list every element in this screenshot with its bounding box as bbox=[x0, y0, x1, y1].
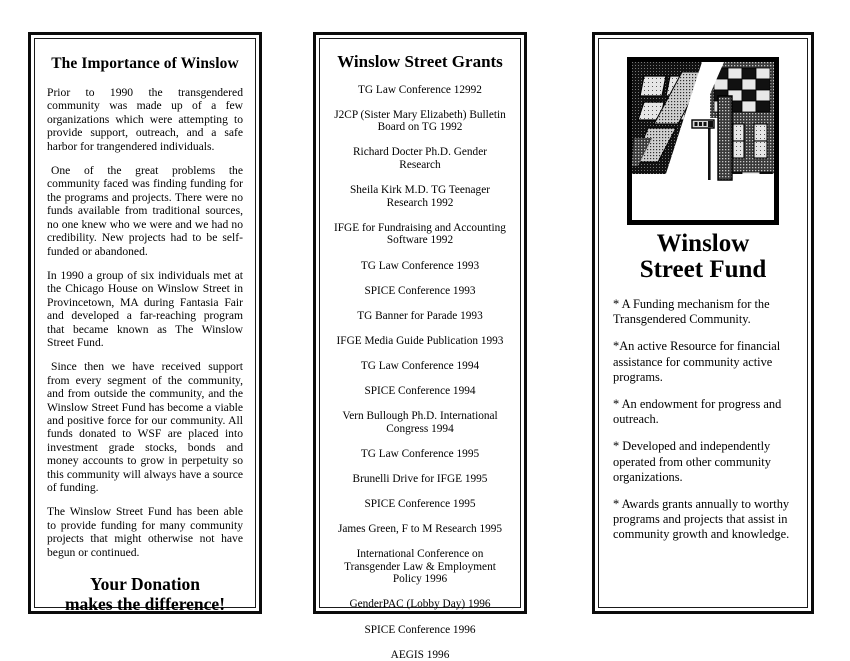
paragraph-history-4: Since then we have received support from every segment of the community, and from outside the community, and the Winslow Street Fund has become a viable and positive force for our community. All funds donated to WSF are placed into investment grade stocks, bonds and money accounts to grow in perpetuity so this community will always have a source of funding. bbox=[47, 360, 243, 495]
grant-item: Brunelli Drive for IFGE 1995 bbox=[352, 472, 488, 485]
building-facade-illustration bbox=[632, 62, 774, 220]
paragraph-history-3: In 1990 a group of six individuals met at the Chicago House on Winslow Street in Provincetown, MA during Fantasia Fair and developed a far-reaching program that became known as The Winslow Street Fund. bbox=[47, 268, 243, 349]
page-title-left: The Importance of Winslow bbox=[51, 55, 239, 72]
panel-winslow-street-fund-cover bbox=[592, 32, 814, 614]
fund-title-line-1: Winslow bbox=[656, 230, 750, 257]
grant-item: International Conference on Transgender Law & Employment Policy 1996 bbox=[344, 548, 496, 586]
panel-winslow-street-grants bbox=[313, 32, 527, 661]
grant-item: TG Law Conference 1993 bbox=[360, 259, 480, 272]
grant-item: TG Law Conference 1994 bbox=[360, 359, 480, 372]
feature-item: *An active Resource for financial assistance for community active programs. bbox=[613, 339, 781, 384]
panel-right-inner-rule bbox=[598, 38, 808, 608]
feature-item: * Awards grants annually to worthy programs and projects that assist in community growth and knowledge. bbox=[613, 497, 790, 542]
grant-item: SPICE Conference 1993 bbox=[364, 284, 476, 297]
grant-item: SPICE Conference 1995 bbox=[364, 497, 476, 510]
feature-item: * Developed and independently operated from other community organizations. bbox=[613, 439, 771, 484]
feature-item: * An endowment for progress and outreach. bbox=[613, 397, 782, 427]
donation-line-2: makes the difference! bbox=[64, 593, 226, 614]
donation-callout bbox=[47, 575, 243, 614]
street-sign-post bbox=[708, 124, 711, 180]
paragraph-history-2: One of the great problems the community faced was finding funding for the programs and projects. There were no funds available from traditional sources, no one knew who we were and we had no credibility. New projects had to be self-funded or abandoned. bbox=[47, 164, 243, 258]
panel-importance-of-winslow bbox=[28, 32, 262, 614]
panel-right-body bbox=[599, 39, 807, 607]
grant-item: Richard Docter Ph.D. Gender Research bbox=[353, 146, 487, 172]
panel-left-body bbox=[35, 39, 255, 614]
grant-item: GenderPAC (Lobby Day) 1996 bbox=[349, 598, 491, 611]
panel-middle-body bbox=[320, 39, 520, 661]
grant-item: TG Law Conference 12992 bbox=[358, 83, 482, 96]
logo-container bbox=[611, 57, 795, 225]
paragraph-history-1: Prior to 1990 the transgendered community was made up of a few organizations which were attempting to provide support, outreach, and a safe harbor for trangendered individuals. bbox=[47, 86, 243, 153]
grant-item: IFGE for Fundraising and Accounting Software 1992 bbox=[334, 221, 506, 247]
feature-item: * A Funding mechanism for the Transgendered Community. bbox=[613, 297, 770, 327]
page-title-fund bbox=[611, 231, 795, 283]
donation-line-1: Your Donation bbox=[89, 574, 201, 595]
grant-item: Vern Bullough Ph.D. International Congress 1994 bbox=[342, 410, 498, 435]
grant-item: SPICE Conference 1996 bbox=[364, 623, 476, 636]
fund-title-line-2: Street Fund bbox=[639, 256, 767, 283]
grant-item: TG Law Conference 1995 bbox=[360, 447, 480, 460]
grant-item: IFGE Media Guide Publication 1993 bbox=[336, 334, 504, 347]
grant-item: James Green, F to M Research 1995 bbox=[337, 523, 503, 536]
panel-left-inner-rule bbox=[34, 38, 256, 614]
grant-item: J2CP (Sister Mary Elizabeth) Bulletin Board on TG 1992 bbox=[334, 108, 506, 134]
panel-middle-inner-rule bbox=[319, 38, 521, 661]
grant-item: TG Banner for Parade 1993 bbox=[357, 309, 483, 322]
grants-list bbox=[332, 84, 508, 661]
street-sign-icon bbox=[692, 120, 714, 128]
winslow-street-fund-logo bbox=[627, 57, 779, 225]
page-title-grants: Winslow Street Grants bbox=[337, 52, 503, 71]
grant-item: SPICE Conference 1994 bbox=[364, 385, 476, 397]
grant-item: Sheila Kirk M.D. TG Teenager Research 1992 bbox=[350, 184, 490, 209]
paragraph-history-5: The Winslow Street Fund has been able to provide funding for many community projects that might otherwise not have begun or continued. bbox=[47, 505, 243, 559]
grant-item: AEGIS 1996 bbox=[390, 648, 450, 661]
fund-features-list bbox=[611, 297, 795, 543]
